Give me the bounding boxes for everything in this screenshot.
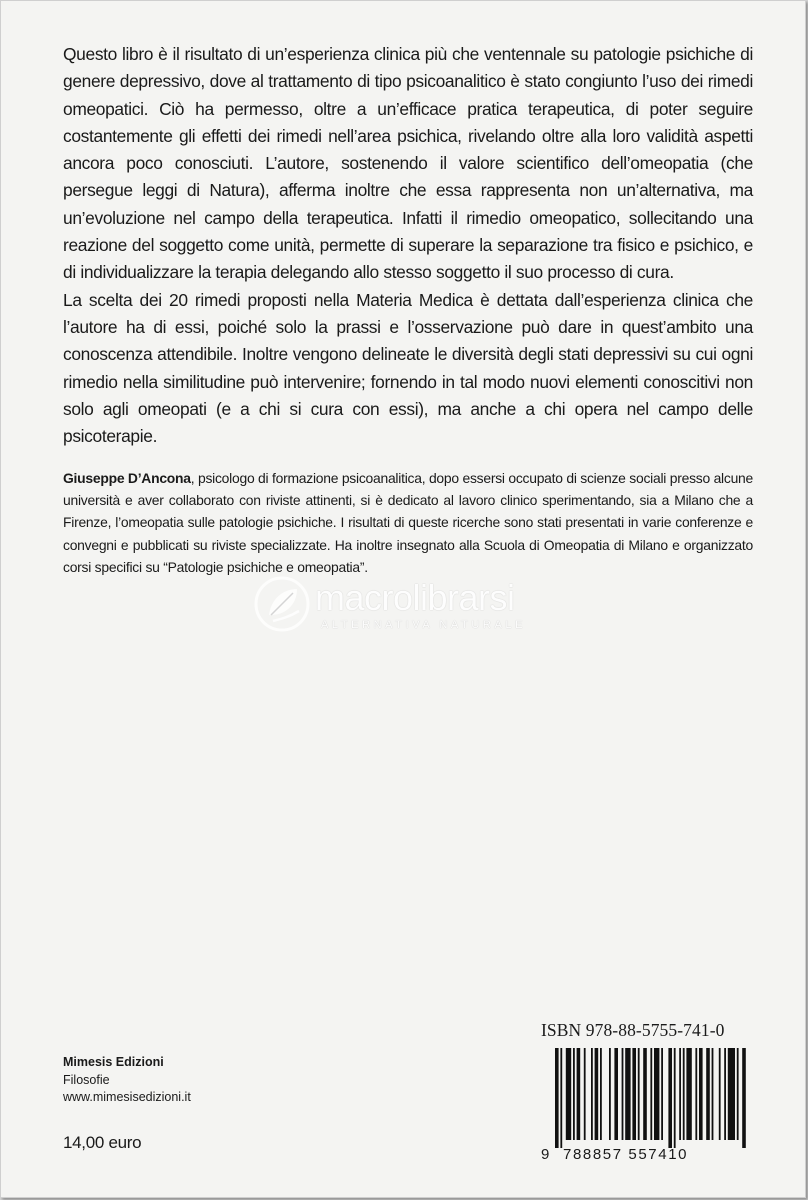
barcode-bar bbox=[683, 1048, 685, 1140]
barcode-bar bbox=[661, 1048, 663, 1140]
publisher-series: Filosofie bbox=[63, 1072, 110, 1087]
barcode-bar bbox=[674, 1048, 676, 1148]
barcode-bar bbox=[622, 1048, 624, 1140]
barcode-bar bbox=[614, 1048, 618, 1140]
barcode-bar bbox=[625, 1048, 630, 1140]
barcode-bar bbox=[695, 1048, 697, 1140]
barcode-bar bbox=[632, 1048, 636, 1140]
barcode-number: 788857 557410 bbox=[563, 1146, 689, 1163]
price-label: 14,00 euro bbox=[63, 1133, 142, 1152]
barcode-bar bbox=[650, 1048, 652, 1140]
barcode-icon bbox=[541, 1048, 751, 1148]
barcode-bar bbox=[728, 1048, 735, 1140]
blurb-text bbox=[63, 41, 753, 450]
barcode-bar bbox=[654, 1048, 659, 1140]
barcode-bar bbox=[566, 1048, 571, 1140]
barcode-bar bbox=[668, 1048, 672, 1148]
publisher-info bbox=[63, 1054, 191, 1107]
author-name: Giuseppe D’Ancona bbox=[63, 470, 191, 486]
barcode-bar bbox=[595, 1048, 599, 1140]
barcode-bar bbox=[560, 1048, 562, 1148]
barcode-bar bbox=[737, 1048, 739, 1140]
barcode-bar bbox=[600, 1048, 602, 1140]
barcode-bar bbox=[555, 1048, 559, 1148]
barcode-bar bbox=[724, 1048, 726, 1140]
barcode-bar bbox=[742, 1048, 746, 1148]
barcode-bar bbox=[706, 1048, 710, 1140]
author-bio-text: , psicologo di formazione psicoanalitica, dopo essersi occupato di scienze sociali presso alcune università e aver collaborato con riviste attinenti, si è dedicato al lavoro clinico sperimentando, sia a Milano che a Firenze, l’omeopatia sulle patologie psichiche. I risultati di queste ricerche sono stati presentati in varie conferenze e convegni e pubblicati su riviste specializzate. Ha inoltre insegnato alla Scuola di Omeopatia di Milano e organizzato corsi specifici su “Patologie psichiche e omeopatia”. bbox=[63, 470, 753, 575]
isbn-label: ISBN 978-88-5755-741-0 bbox=[541, 1020, 725, 1040]
macrolibrarsi-watermark bbox=[253, 575, 573, 635]
barcode-bar bbox=[712, 1048, 714, 1140]
barcode-bar bbox=[609, 1048, 611, 1140]
publisher-website: www.mimesisedizioni.it bbox=[63, 1090, 191, 1104]
barcode-bar bbox=[699, 1048, 703, 1140]
watermark-tagline: ALTERNATIVA NATURALE bbox=[321, 619, 527, 631]
barcode-bar bbox=[577, 1048, 581, 1140]
barcode-first-digit: 9 bbox=[541, 1146, 550, 1163]
barcode-bar bbox=[573, 1048, 575, 1140]
barcode-bar bbox=[686, 1048, 691, 1140]
isbn-block bbox=[541, 1020, 751, 1168]
barcode-bar bbox=[584, 1048, 586, 1140]
author-bio bbox=[63, 467, 753, 578]
barcode-bar bbox=[643, 1048, 647, 1140]
watermark-brand: macrolibrarsi bbox=[315, 577, 515, 618]
publisher-name: Mimesis Edizioni bbox=[63, 1055, 164, 1069]
barcode-bar bbox=[719, 1048, 721, 1140]
barcode-bar bbox=[679, 1048, 681, 1140]
leaf-logo-icon bbox=[253, 575, 311, 633]
blurb-paragraph-1: Questo libro è il risultato di un’esperienza clinica più che ventennale su patologie psichiche di genere depressivo, dove al trattamento di tipo psicoanalitico è stato congiunto l’uso dei rimedi omeopatici. Ciò ha permesso, oltre a un’efficace pratica terapeutica, di poter seguire costantemente gli effetti dei rimedi nell’area psichica, rivelando oltre alla loro validità aspetti ancora poco conosciuti. L’autore, sostenendo il valore scientifico dell’omeopatia (che persegue leggi di Natura), afferma inoltre che essa rappresenta non un’alternativa, ma un’evoluzione nel campo della terapeutica. Infatti il rimedio omeopatico, sollecitando una reazione del soggetto come unità, permette di superare la separazione tra fisico e psichico, e di individualizzare la terapia delegando allo stesso soggetto il suo processo di cura. bbox=[63, 44, 753, 283]
barcode-bar bbox=[638, 1048, 640, 1140]
barcode-bar bbox=[591, 1048, 593, 1140]
blurb-paragraph-2: La scelta dei 20 rimedi proposti nella Materia Medica è dettata dall’esperienza clinica che l’autore ha di essi, poiché solo la prassi e l’osservazione può dare in quest’ambito una conoscenza attendibile. Inoltre vengono delineate le diversità degli stati depressivi su cui ogni rimedio nella similitudine può intervenire; fornendo in tal modo nuovi elementi conoscitivi non solo agli omeopati (e a chi si cura con essi), ma anche a chi opera nel campo delle psicoterapie. bbox=[63, 289, 753, 447]
